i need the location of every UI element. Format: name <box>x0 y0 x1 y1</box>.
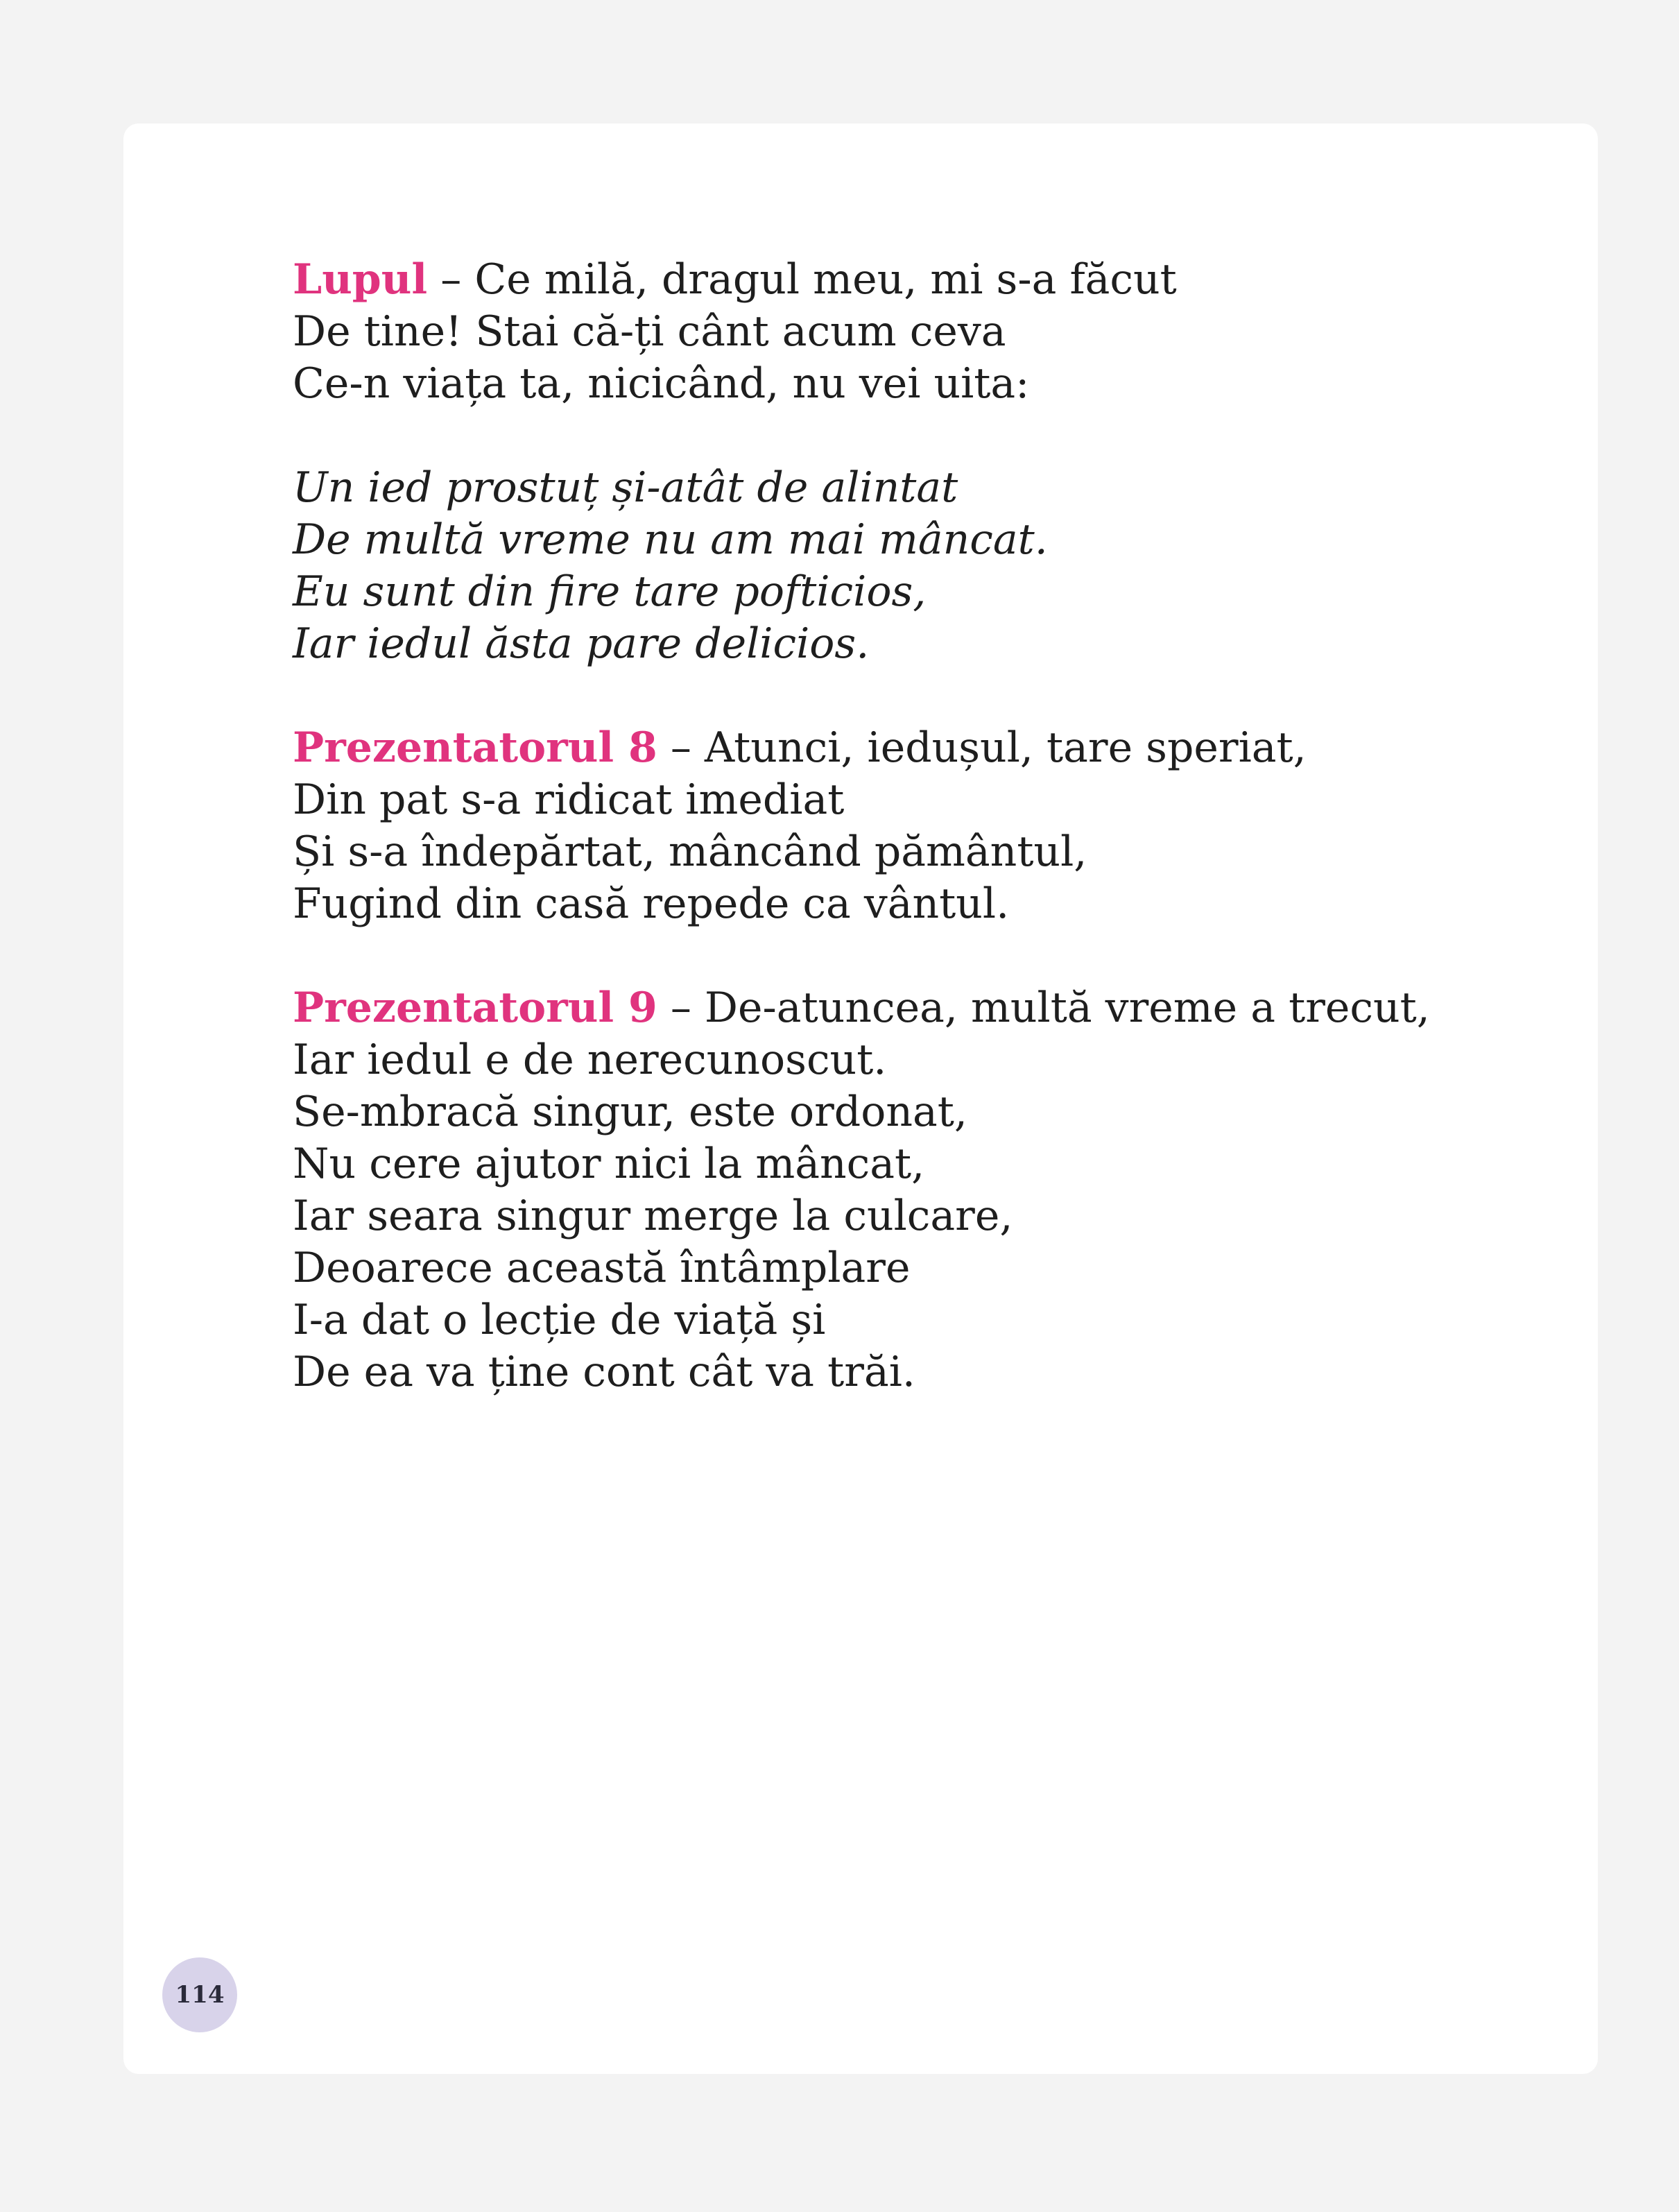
stanza-line: I-a dat o lecție de viață și <box>293 1296 826 1344</box>
speaker-name: Lupul <box>293 255 428 304</box>
line-text: – Ce milă, dragul meu, mi s-a făcut <box>427 255 1177 304</box>
stanza-line: Nu cere ajutor nici la mâncat, <box>293 1140 925 1188</box>
stanza-line: Deoarece această întâmplare <box>293 1244 911 1292</box>
document-page <box>123 123 1598 2074</box>
stanza-line: Iar iedul e de nerecunoscut. <box>293 1036 887 1084</box>
stanza-line: Și s-a îndepărtat, mâncând pământul, <box>293 828 1087 876</box>
speaker-name: Prezentatorul 8 <box>293 723 657 772</box>
line-text: – De-atuncea, multă vreme a trecut, <box>657 984 1430 1032</box>
stanza-line: Din pat s-a ridicat imediat <box>293 775 845 824</box>
stanza-line <box>293 982 1472 1034</box>
stanza-lupul <box>293 254 1472 410</box>
stanza-line: Fugind din casă repede ca vântul. <box>293 880 1010 928</box>
stanza-line: Un ied prostuț și-atât de alintat <box>293 463 958 512</box>
stanza-line: Eu sunt din fire tare pofticios, <box>293 567 927 616</box>
stanza-line: Ce-n viața ta, nicicând, nu vei uita: <box>293 359 1030 408</box>
page-number-badge <box>162 1957 237 2032</box>
stanza-line: De multă vreme nu am mai mâncat. <box>293 515 1048 564</box>
stanza-line: Iar seara singur merge la culcare, <box>293 1192 1013 1240</box>
page-number: 114 <box>175 1981 225 2009</box>
line-text: – Atunci, iedușul, tare speriat, <box>657 723 1307 772</box>
stanza-line: De ea va ține cont cât va trăi. <box>293 1348 915 1396</box>
stanza-line: Se-mbracă singur, este ordonat, <box>293 1088 967 1136</box>
stanza-song <box>293 462 1472 670</box>
stanza-prezentatorul-9 <box>293 982 1472 1398</box>
stanza-line <box>293 722 1472 774</box>
stanza-line: De tine! Stai că-ți cânt acum ceva <box>293 307 1006 356</box>
stanza-line: Iar iedul ăsta pare delicios. <box>293 619 870 668</box>
poem-content <box>293 254 1472 1450</box>
stanza-line <box>293 254 1472 306</box>
speaker-name: Prezentatorul 9 <box>293 984 657 1032</box>
stanza-prezentatorul-8 <box>293 722 1472 930</box>
